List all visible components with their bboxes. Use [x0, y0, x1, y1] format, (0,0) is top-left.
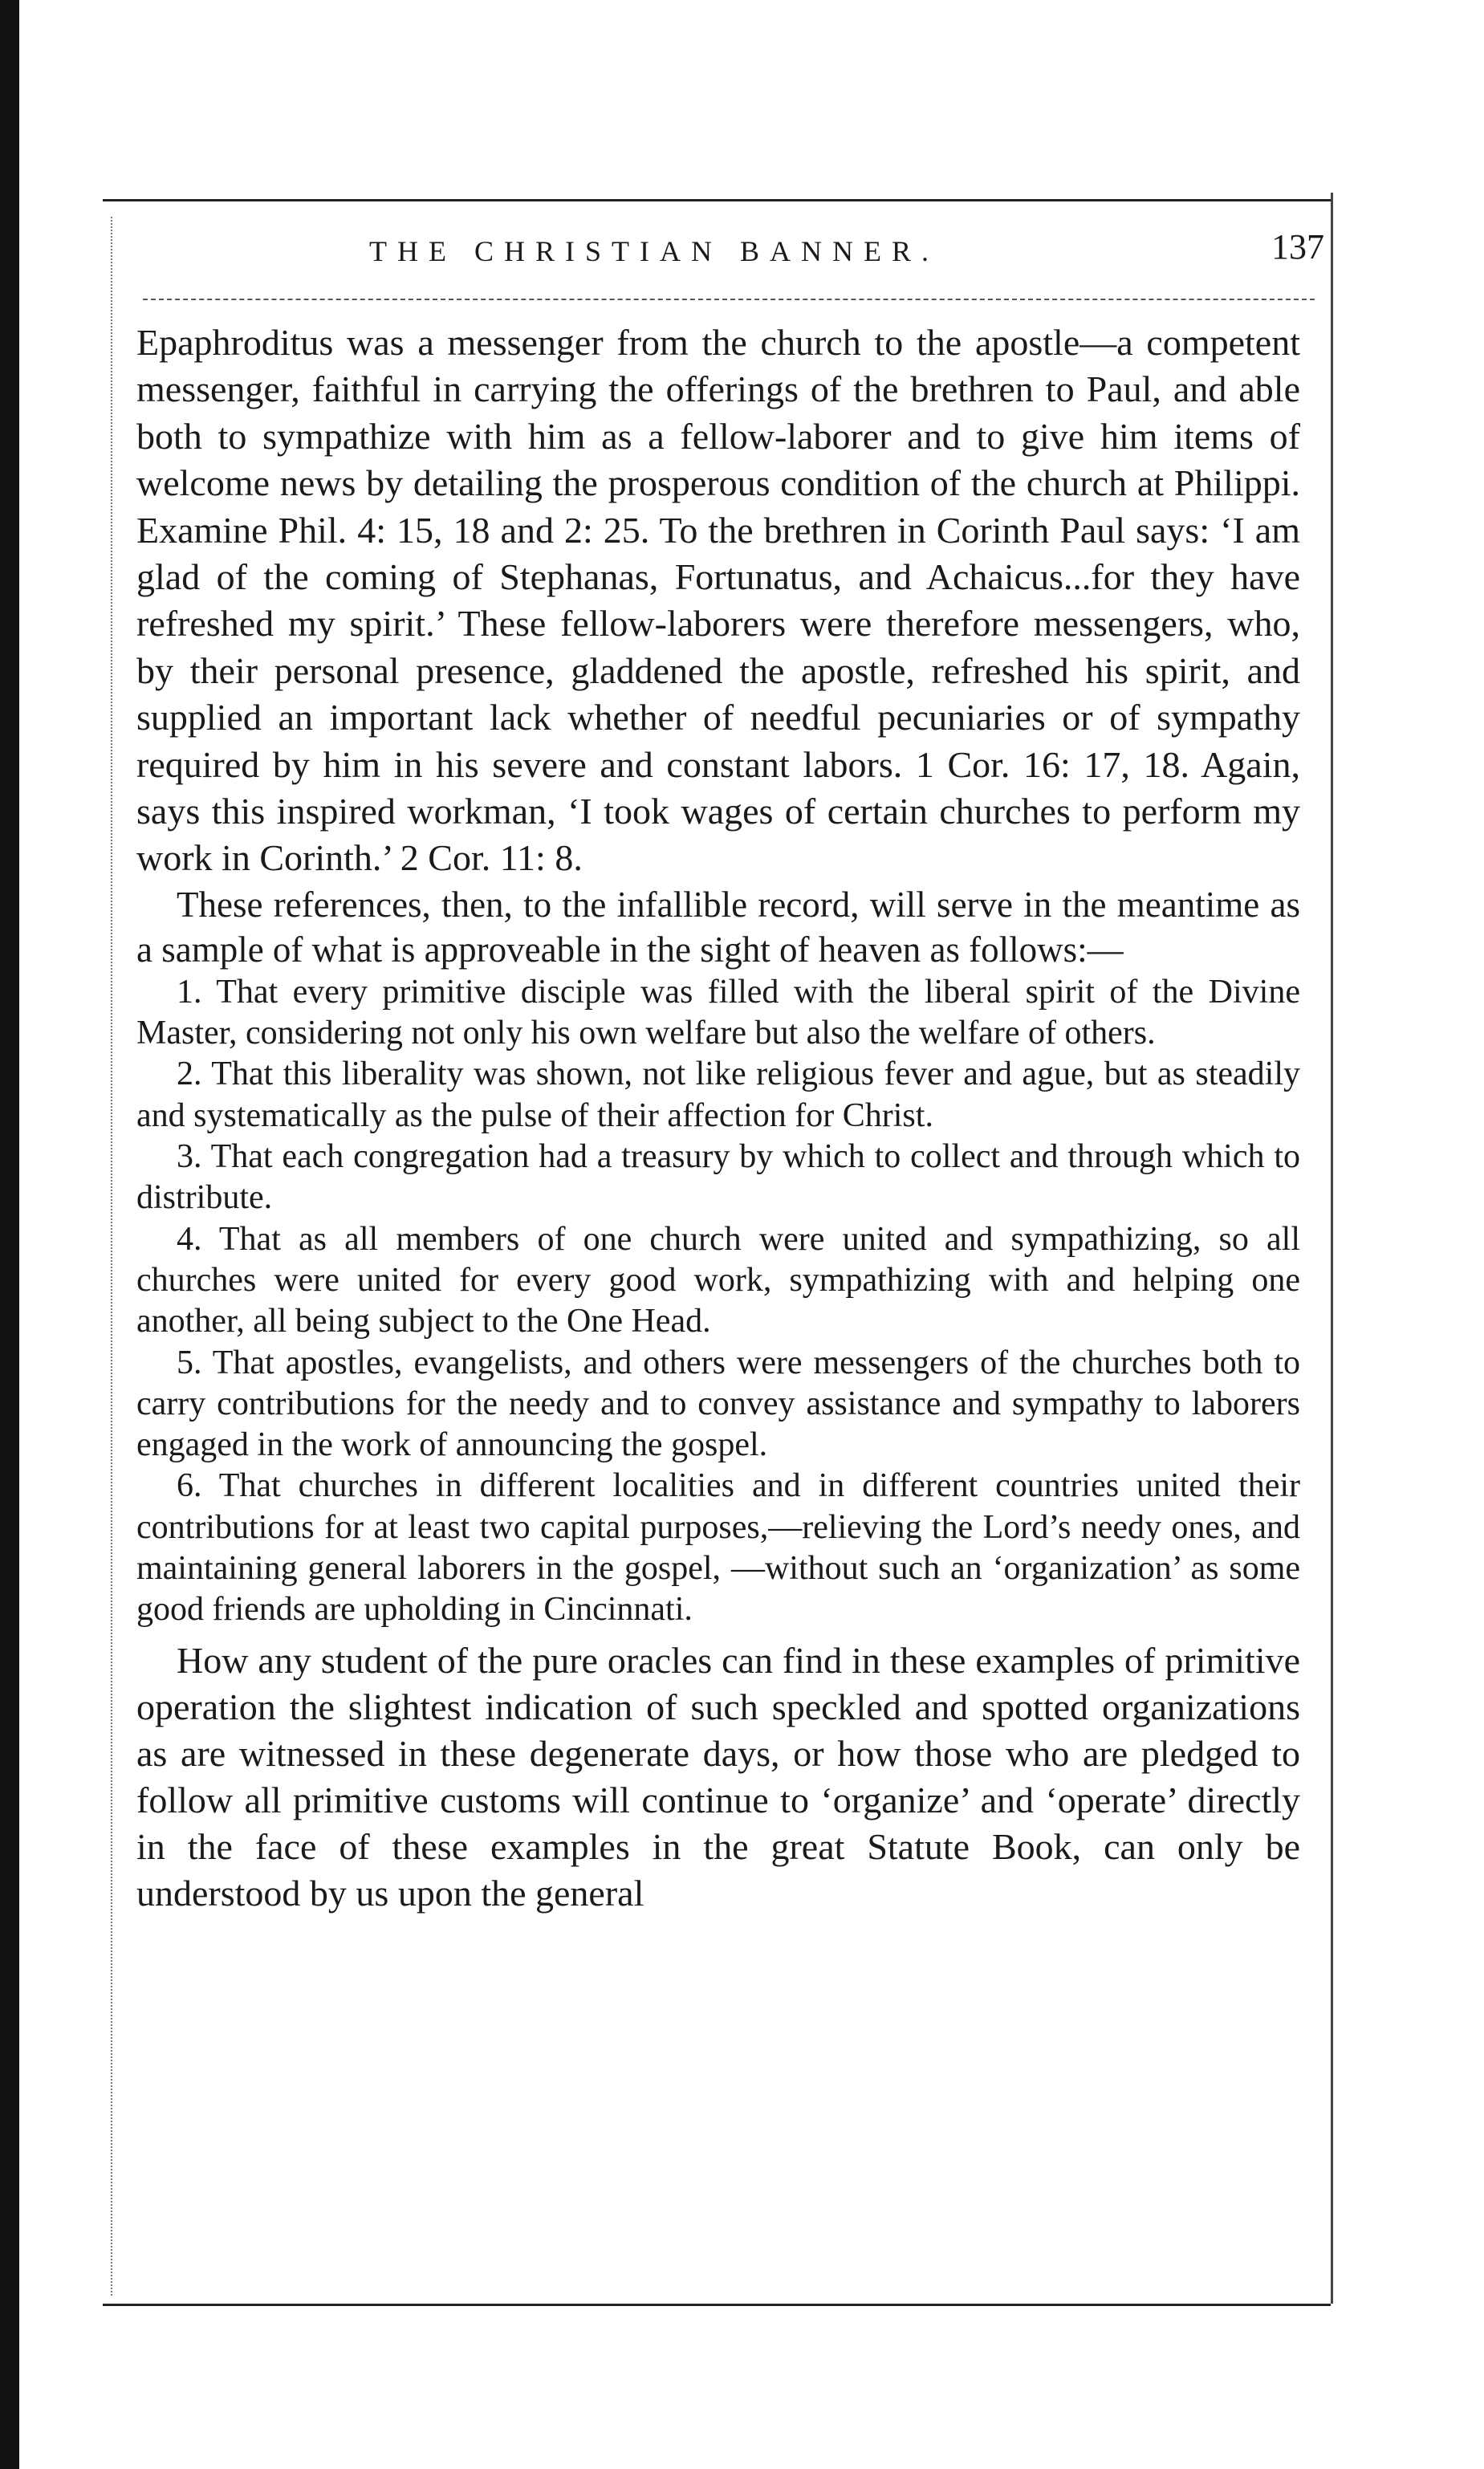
paragraph-epaphroditus: Epaphroditus was a messenger from the church to the apostle—a competent messenger, faithful in carrying the offerings of the brethren to Paul, and able both to sympathize with him as a fellow-laborer and to give him items of welcome news by detailing the prosperous condition of the church at Philippi. Examine Phil. 4: 15, 18 and 2: 25. To the brethren in Corinth Paul says: ‘I am glad of the coming of Stephanas, Fortunatus, and Achaicus...for they have refreshed my spirit.’ These fellow-laborers were therefore messengers, who, by their personal presence, gladdened the apostle, refreshed his spirit, and supplied an important lack whether of needful pecuniaries or of sympathy required by him in his severe and constant labors. 1 Cor. 16: 17, 18. Again, says this inspired workman, ‘I took wages of certain churches to perform my work in Corinth.’ 2 Cor. 11: 8.: [136, 322, 1300, 879]
list-item: 4. That as all members of one church were united and sympathizing, so all churches were united for every good work, sympathizing with and helping one another, all being subject to the One Head.: [136, 1220, 1300, 1340]
paragraph-closing: How any student of the pure oracles can find in these examples of primitive operation the slightest indication of such speckled and spotted organizations as are witnessed in these degenerate days, or how those who are pledged to follow all primitive customs will continue to ‘organize’ and ‘operate’ directly in the face of these examples in the great Statute Book, can only be understood by us upon the general: [136, 1639, 1300, 1914]
list-item: 6. That churches in different localities and in different countries united their contributions for at least two capital purposes,—relieving the Lord’s needy ones, and maintaining general laborers in the gospel, —without such an ‘organization’ as some good friends are upholding in Cincinnati.: [136, 1467, 1300, 1629]
left-margin-line: [111, 217, 112, 2296]
page-header: [136, 226, 1324, 291]
closing-section: [136, 1637, 1300, 1917]
right-margin-line: [1331, 193, 1333, 2304]
list-item: 5. That apostles, evangelists, and others were messengers of the churches both to carry contributions for the needy and to convey assistance and sympathy to laborers engaged in the work of announcing the gospel.: [136, 1344, 1300, 1464]
page-number: 137: [1271, 227, 1324, 266]
opening-section: [136, 319, 1300, 882]
list-item: 2. That this liberality was shown, not like religious fever and ague, but as steadily and systematically as the pulse of their affection for Christ.: [136, 1056, 1300, 1134]
running-title: THE CHRISTIAN BANNER.: [369, 235, 939, 267]
list-item: 1. That every primitive disciple was filled with the liberal spirit of the Divine Master, considering not only his own welfare but also the welfare of others.: [136, 973, 1300, 1052]
header-rule: [143, 299, 1315, 300]
paragraph-references: These references, then, to the infallible record, will serve in the meantime as a sample of what is approveable in the sight of heaven as follows:—: [136, 884, 1300, 970]
top-rule: [103, 199, 1331, 201]
bottom-rule: [103, 2304, 1331, 2306]
list-item: 3. That each congregation had a treasury by which to collect and through which to distribute.: [136, 1138, 1300, 1217]
book-spine-shadow: [0, 0, 19, 2469]
page-body: [136, 319, 1300, 1917]
numbered-list: [136, 972, 1300, 1631]
references-section: [136, 882, 1300, 972]
